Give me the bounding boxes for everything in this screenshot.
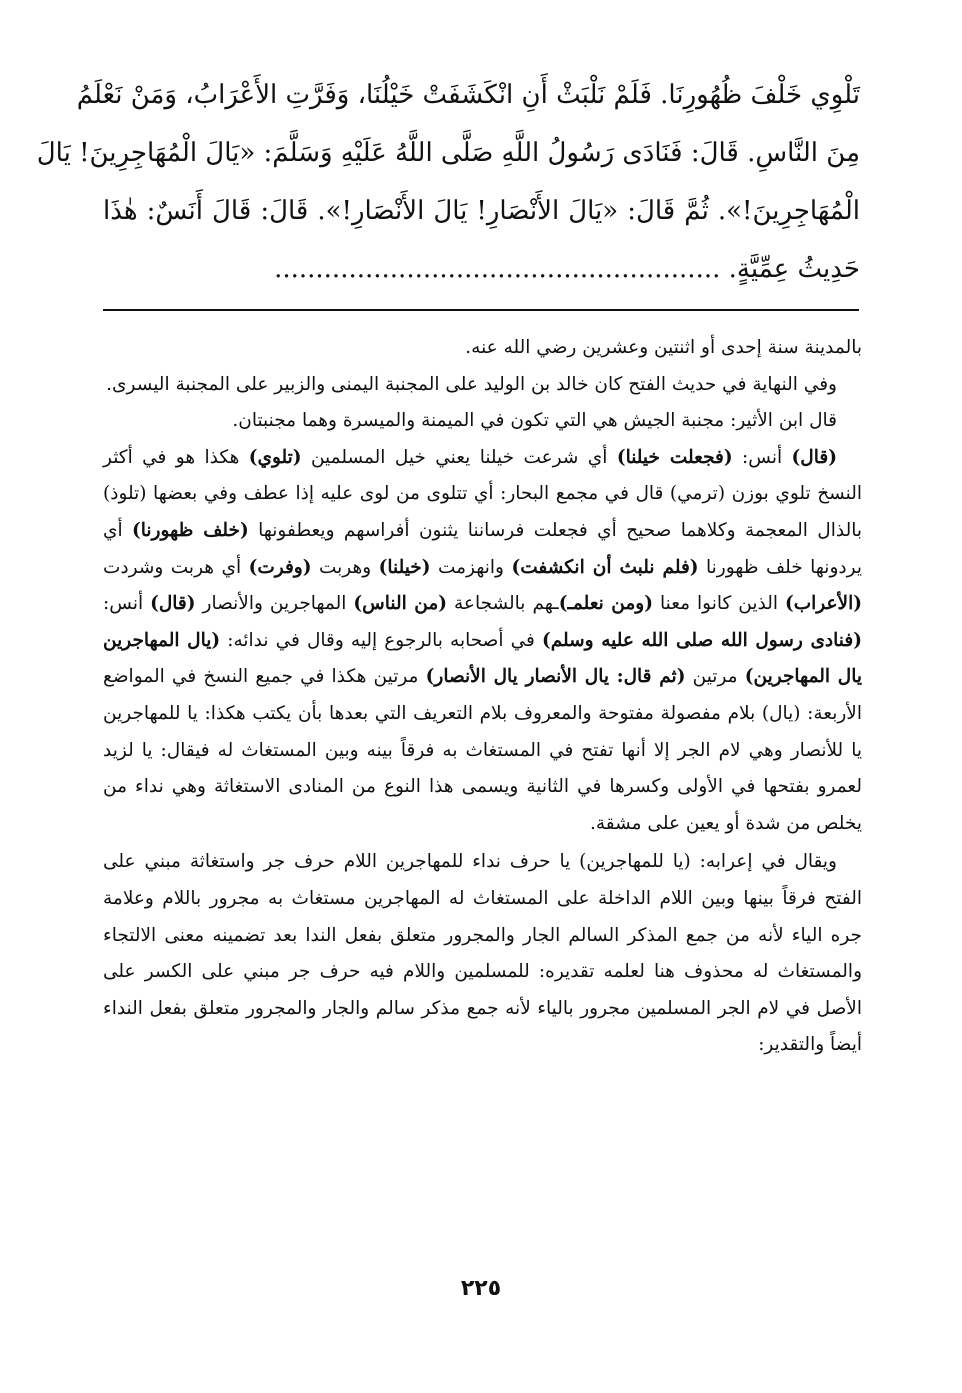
footnote-separator: [103, 309, 859, 311]
quoted-term: (ومن نعلمـ): [558, 593, 653, 615]
gloss-text: مرتين: [685, 666, 745, 688]
hadith-line-last: [103, 240, 860, 298]
commentary-paragraph: وفي النهاية في حديث الفتح كان خالد بن الوليد على المجنبة اليمنى والزبير على المجنبة اليسرى.: [106, 373, 837, 395]
quoted-term: (وفرت): [248, 556, 312, 578]
gloss-text: أنس:: [103, 593, 151, 615]
gloss-text: أي هربت وشردت: [103, 556, 249, 578]
quoted-term: (الأعراب): [785, 593, 862, 615]
gloss-text: وهربت: [311, 556, 379, 578]
quoted-term: (فلم نلبث أن انكشفت): [511, 556, 699, 578]
quoted-term: (خيلنا): [378, 556, 431, 578]
quoted-term: (تلوي): [248, 446, 302, 468]
commentary-paragraph: [103, 440, 862, 843]
quoted-term: (ثم قال: يال الأنصار يال الأنصار): [425, 666, 686, 688]
gloss-text: الذين كانوا معنا: [653, 593, 785, 615]
hadith-line-end: حَدِيثُ عِمِّيَّةٍ.: [728, 254, 860, 284]
quoted-term: (فنادى رسول الله صلى الله عليه وسلم): [541, 629, 862, 651]
gloss-text: ـهم بالشجاعة: [447, 593, 559, 615]
gloss-text: أنس:: [732, 446, 792, 468]
hadith-text: [36, 66, 860, 298]
gloss-text: أي يردونها خلف ظهورنا: [103, 519, 862, 578]
commentary: [103, 330, 862, 1064]
hadith-line: تَلْوِي خَلْفَ ظُهُورِنَا. فَلَمْ نَلْبَثْ أَنِ انْكَشَفَتْ خَيْلُنَا، وَفَرَّتِ الأَعْرَابُ، وَمَنْ نَعْلَمُ: [76, 80, 860, 110]
hadith-line: مِنَ النَّاسِ. قَالَ: فَنَادَى رَسُولُ اللَّهِ صَلَّى اللَّهُ عَلَيْهِ وَسَلَّمَ: «يَالَ الْمُهَاجِرِينَ! يَالَ: [36, 138, 860, 168]
gloss-text: أي شرعت خيلنا يعني خيل المسلمين: [301, 446, 617, 468]
hadith-line: الْمُهَاجِرِينَ!». ثُمَّ قَالَ: «يَالَ الأَنْصَارِ! يَالَ الأَنْصَارِ!». قَالَ: قَالَ أَنَسٌ: هٰذَا: [103, 196, 860, 226]
quoted-term: (يال المهاجرين يال المهاجرين): [103, 629, 862, 688]
gloss-text: هكذا هو في أكثر النسخ تلوي بوزن (ترمي) قال في مجمع البحار: أي تتلوى من لوى عليه إذا عطف وفي بعضها (تلوذ) بالذال المعجمة وكلاهما صحيح أي فجعلت فرساننا يثنون أفراسهم ويعطفونها: [103, 446, 863, 541]
commentary-paragraph: قال ابن الأثير: مجنبة الجيش هي التي تكون في الميمنة والميسرة وهما مجنبتان.: [232, 410, 837, 432]
page-number: ٢٢٥: [460, 1276, 502, 1301]
gloss-text: المهاجرين والأنصار: [195, 593, 354, 615]
quoted-term: (خلف ظهورنا): [132, 519, 249, 541]
dotted-leader: ......................................................: [274, 254, 721, 284]
quoted-term: (من الناس): [353, 593, 448, 615]
commentary-paragraph: بالمدينة سنة إحدى أو اثنتين وعشرين رضي الله عنه.: [465, 337, 862, 358]
gloss-text: مرتين هكذا في جميع النسخ في المواضع الأربعة: (يال) بلام مفصولة مفتوحة والمعروف بلام التعريف التي بعدها بأن يكتب هكذا: يا للمهاجرين يا للأنصار وهي لام الجر إلا أنها تفتح في المستغاث به فرقاً بينه وبين المستغاث له فيقال: يا لزيد لعمرو بفتحها في الأولى وكسرها في الثانية ويسمى هذا النوع من المنادى الاستغاثة وهي نداء من يخلص من شدة أو يعين على مشقة.: [103, 666, 863, 834]
quoted-term: (فجعلت خيلنا): [616, 446, 733, 468]
commentary-paragraph: ويقال في إعرابه: (يا للمهاجرين) يا حرف نداء للمهاجرين اللام حرف جر واستغاثة مبني على الفتح فرقاً بينها وبين اللام الداخلة على المستغاث له المهاجرين مستغاث به مجرور باللام وعلامة جره الياء لأنه من جمع المذكر السالم الجار والمجرور متعلق بفعل الندا بعد تضمينه معنى الالتجاء والمستغاث له محذوف هنا لعلمه تقديره: للمسلمين واللام فيه حرف جر مبني على الكسر على الأصل في لام الجر المسلمين مجرور بالياء لأنه جمع مذكر سالم والجار والمجرور متعلق بفعل النداء أيضاً والتقدير:: [103, 851, 862, 1056]
quoted-term: (قال): [791, 446, 837, 468]
gloss-text: وانهزمت: [430, 556, 512, 578]
quoted-term: (قال): [150, 593, 196, 615]
gloss-text: في أصحابه بالرجوع إليه وقال في ندائه:: [220, 629, 542, 651]
